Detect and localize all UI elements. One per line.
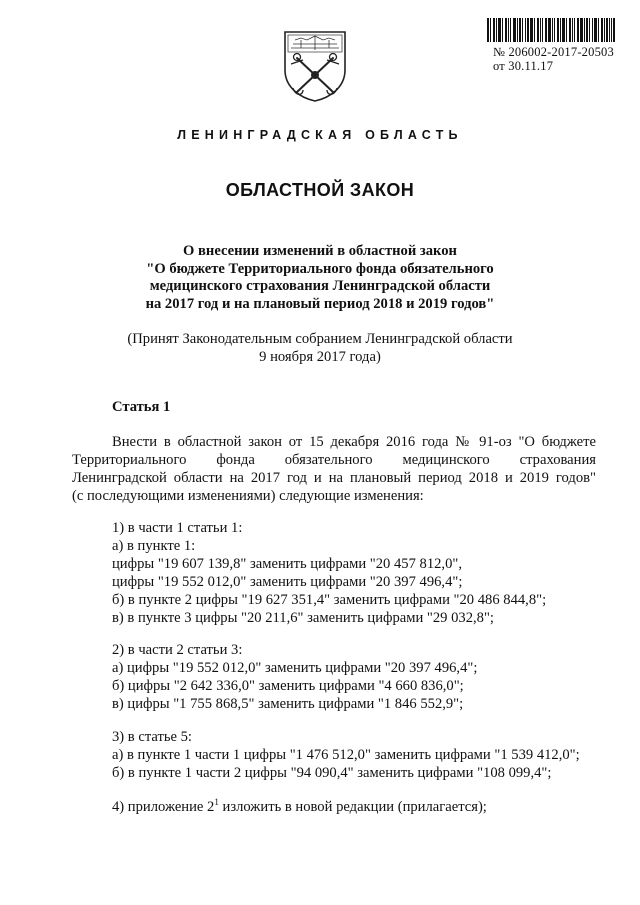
item-line: 3) в статье 5: [112, 729, 192, 745]
adoption-note [0, 330, 640, 366]
item-line: б) цифры "2 642 336,0" заменить цифрами "4 660 836,0"; [112, 678, 464, 694]
intro-line: Внести в областной закон от 15 декабря 2016 года № 91-оз "О бюджете [112, 434, 596, 450]
barcode [487, 18, 615, 42]
item-text: изложить в новой редакции (прилагается); [218, 799, 487, 815]
title-line: медицинского страхования Ленинградской области [149, 278, 491, 294]
item-line: цифры "19 552 012,0" заменить цифрами "20 397 496,4"; [112, 574, 463, 590]
item-line [112, 798, 636, 816]
adoption-line: (Принят Законодательным собранием Ленинградской области [127, 331, 513, 347]
item-line: в) в пункте 3 цифры "20 211,6" заменить цифрами "29 032,8"; [112, 610, 494, 626]
intro-line: (с последующими изменениями) следующие изменения: [72, 488, 424, 504]
coat-of-arms-icon [281, 30, 349, 102]
item-line: 2) в части 2 статьи 3: [112, 642, 243, 658]
article-heading: Статья 1 [112, 399, 171, 415]
title-line: О внесении изменений в областной закон [183, 243, 457, 259]
item-line: а) цифры "19 552 012,0" заменить цифрами "20 397 496,4"; [112, 660, 478, 676]
item-line: б) в пункте 2 цифры "19 627 351,4" заменить цифрами "20 486 844,8"; [112, 592, 547, 608]
item-line: 1) в части 1 статьи 1: [112, 520, 243, 536]
intro-line: Территориального фонда обязательного медицинского страхования [72, 452, 596, 468]
title-line: "О бюджете Территориального фонда обязательного [146, 260, 494, 277]
item-line: б) в пункте 1 части 2 цифры "94 090,4" заменить цифрами "108 099,4"; [112, 765, 552, 781]
intro-line: Ленинградской области на 2017 год и на плановый период 2018 и 2019 годов" [72, 470, 596, 486]
adoption-line: 9 ноября 2017 года) [259, 349, 381, 365]
title-line: на 2017 год и на плановый период 2018 и 2019 годов" [145, 295, 495, 312]
item-line: а) в пункте 1 части 1 цифры "1 476 512,0" заменить цифрами "1 539 412,0"; [112, 747, 580, 763]
superscript: 1 [214, 797, 219, 807]
item-line: а) в пункте 1: [112, 538, 196, 554]
registration-date: от 30.11.17 [493, 59, 554, 73]
region-heading: ЛЕНИНГРАДСКАЯ ОБЛАСТЬ [177, 128, 463, 142]
item-text: 4) приложение 2 [112, 799, 215, 815]
document-type-heading: ОБЛАСТНОЙ ЗАКОН [225, 180, 415, 200]
item-line: цифры "19 607 139,8" заменить цифрами "20 457 812,0", [112, 556, 462, 572]
registration-number: № 206002-2017-20503 [493, 45, 614, 59]
law-title [0, 243, 640, 313]
item-line: в) цифры "1 755 868,5" заменить цифрами "1 846 552,9"; [112, 696, 464, 712]
